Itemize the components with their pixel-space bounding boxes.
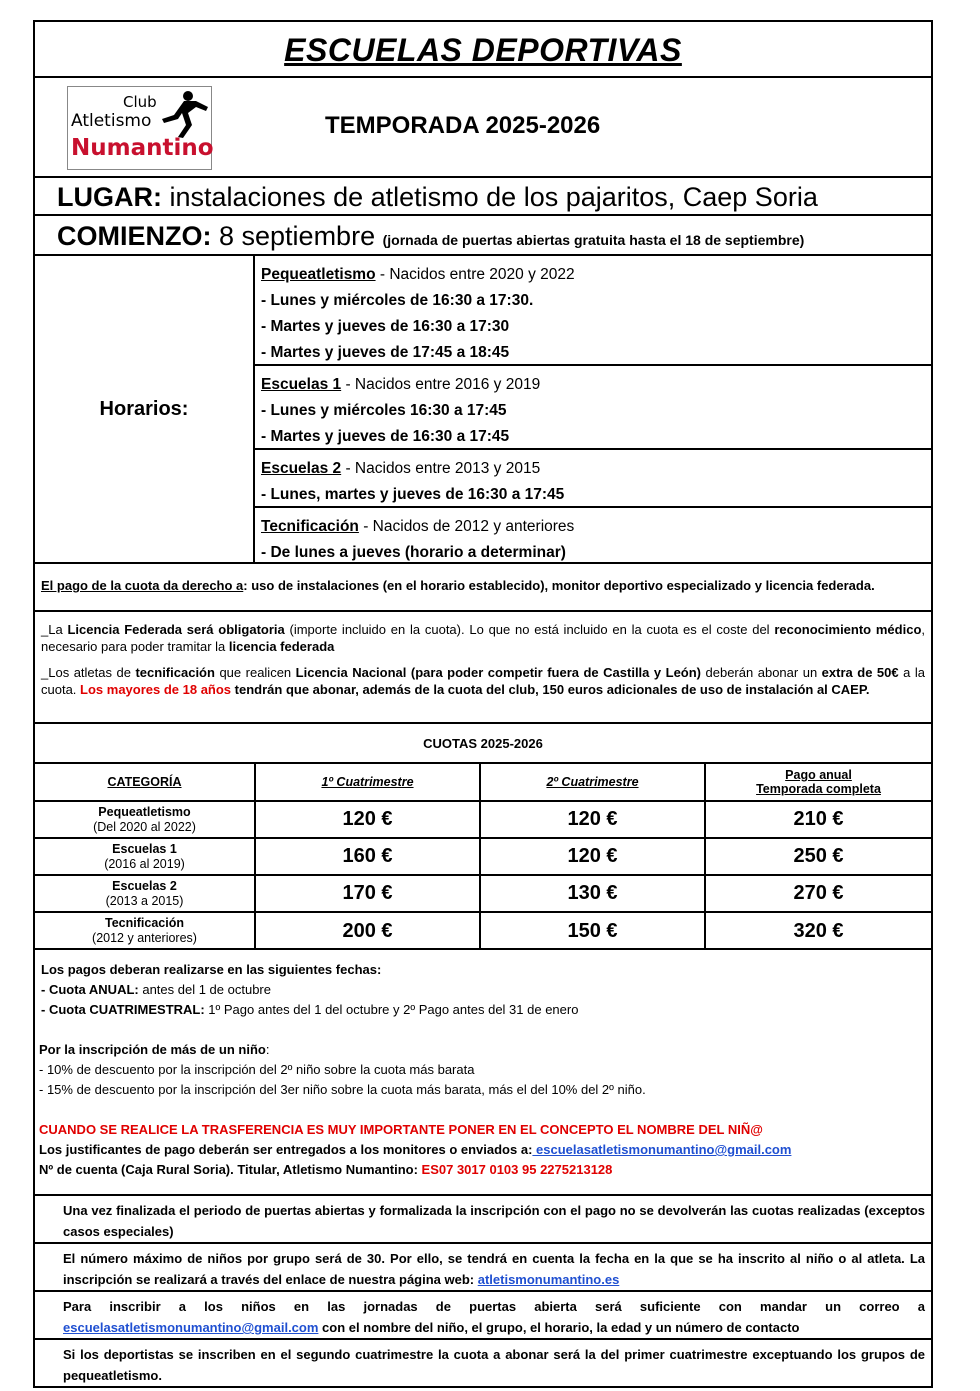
group-escuelas-1 — [255, 366, 933, 450]
lugar-label: LUGAR: — [57, 182, 162, 212]
text: con el nombre del niño, el grupo, el horario, la edad y un número de contacto — [318, 1320, 800, 1335]
text: Pago anual — [785, 768, 852, 782]
horarios-section — [35, 256, 931, 564]
logo-club-text: Club — [123, 93, 157, 111]
fecha-cuatrimestral — [39, 1000, 927, 1020]
lugar-row — [35, 178, 931, 216]
licencias-row — [35, 612, 931, 724]
text: tendrán que abonar, además de la cuota del club, 150 euros adicionales de uso de instalación al CAEP. — [231, 682, 870, 697]
group-tecnificacion — [255, 508, 933, 564]
cuenta-line — [39, 1160, 927, 1180]
descuento-line: - 10% de descuento por la inscripción del 2º niño sobre la cuota más barata — [39, 1062, 475, 1077]
payment-info — [35, 950, 931, 1196]
text: Licencia Federada será obligatoria — [67, 622, 285, 637]
page-title: ESCUELAS DEPORTIVAS — [284, 32, 682, 68]
tecnificacion-paragraph — [41, 664, 925, 698]
text: deberán abonar un — [701, 665, 822, 680]
text: reconocimiento médico — [774, 622, 922, 637]
text: , necesario para poder tramitar la — [41, 622, 926, 654]
season-title: TEMPORADA 2025-2026 — [325, 112, 601, 139]
text: Temporada completa — [756, 782, 881, 796]
schedule-line: - De lunes a jueves (horario a determinar) — [261, 544, 566, 561]
price-cell: 160 € — [255, 838, 480, 875]
group-name: Escuelas 2 — [261, 460, 342, 477]
text: tecnificación — [135, 665, 215, 680]
schedule-line: - Martes y jueves de 16:30 a 17:45 — [261, 428, 510, 445]
club-logo — [67, 86, 212, 170]
fechas-intro: Los pagos deberan realizarse en las siguientes fechas: — [41, 962, 382, 977]
price-cell: 250 € — [705, 838, 931, 875]
schedule-line: - Lunes, martes y jueves de 16:30 a 17:45 — [261, 486, 565, 503]
table-header-row — [35, 763, 931, 801]
title-row — [35, 22, 931, 78]
pago-text: : uso de instalaciones (en el horario establecido), monitor deportivo especializado y licencia federada. — [243, 578, 875, 593]
group-name: Pequeatletismo — [261, 266, 376, 283]
text: antes del 1 de octubre — [138, 982, 271, 997]
flyer — [33, 20, 933, 1388]
note-segundo-cuatrimestre: Si los deportistas se inscriben en el segundo cuatrimestre la cuota a abonar será la del primer cuatrimestre exceptuando los grupos de pequeatletismo. — [63, 1347, 925, 1383]
schedule-line: - Martes y jueves de 16:30 a 17:30 — [261, 318, 510, 335]
text: Nº de cuenta (Caja Rural Soria). Titular, Atletismo Numantino: — [39, 1162, 422, 1177]
text: 1º Pago antes del 1 del octubre y 2º Pago antes del 31 de enero — [204, 1002, 579, 1017]
text: Los justificantes de pago deberán ser entregados a los monitores o enviados a: — [39, 1142, 533, 1157]
text: a la cuota. — [41, 665, 925, 697]
pago-row — [35, 564, 931, 612]
comienzo-note: (jornada de puertas abiertas gratuita hasta el 18 de septiembre) — [382, 232, 805, 248]
category-cell — [35, 838, 255, 875]
price-cell: 170 € — [255, 875, 480, 912]
logo-numantino-text: Numantino — [71, 135, 214, 161]
schedule-line: - Lunes y miércoles de 16:30 a 17:30. — [261, 292, 534, 309]
text: Pequeatletismo — [98, 804, 191, 819]
lugar-value: instalaciones de atletismo de los pajaritos, Caep Soria — [161, 182, 818, 212]
group-name: Escuelas 1 — [261, 376, 342, 393]
text: El número máximo de niños por grupo será de 30. Por ello, se tendrá en cuenta la fecha en la que se ha inscrito al niño o al atleta. La inscripción se realizará a través del enlace de nuestra página web: — [63, 1251, 925, 1287]
text: extra de 50€ — [821, 665, 899, 680]
group-escuelas-2 — [255, 450, 933, 508]
group-born: - Nacidos de 2012 y anteriores — [358, 518, 575, 535]
price-cell: 120 € — [255, 801, 480, 838]
licencia-paragraph — [41, 621, 925, 655]
season-row — [35, 78, 931, 178]
cuotas-section — [35, 724, 931, 950]
comienzo-label: COMIENZO: — [57, 221, 212, 251]
note-devoluciones: Una vez finalizada el periodo de puertas abiertas y formalizada la inscripción con el pago no se devolverán las cuotas realizadas (exceptos casos especiales) — [35, 1196, 931, 1244]
text: - Cuota ANUAL: — [41, 982, 139, 997]
text: que realicen — [214, 665, 296, 680]
text: Por la inscripción de más de un niño — [39, 1042, 266, 1057]
text: licencia federada — [228, 639, 335, 654]
note-maximo — [35, 1244, 931, 1292]
email-link[interactable]: escuelasatletismonumantino@gmail.com — [532, 1142, 792, 1157]
web-link[interactable]: atletismonumantino.es — [477, 1272, 620, 1287]
price-cell: 320 € — [705, 912, 931, 949]
category-cell — [35, 875, 255, 912]
fees-table — [35, 762, 931, 949]
category-cell — [35, 912, 255, 949]
cuotas-title: CUOTAS 2025-2026 — [423, 736, 543, 751]
text: (2016 al 2019) — [104, 856, 185, 871]
descuento-line: - 15% de descuento por la inscripción del 3er niño sobre la cuota más barata, más el del 10% del 2º niño. — [39, 1082, 646, 1097]
price-cell: 270 € — [705, 875, 931, 912]
group-name: Tecnificación — [261, 518, 359, 535]
text: Escuelas 2 — [112, 878, 177, 893]
text: (importe incluido en la cuota). Lo que no está incluido en la cuota es el coste del — [284, 622, 775, 637]
price-cell: 120 € — [480, 838, 705, 875]
text: Para inscribir a los niños en las jornadas de puertas abierta será suficiente con mandar un correo a — [63, 1299, 925, 1314]
text: Licencia Nacional (para poder competir fuera de Castilla y León) — [295, 665, 702, 680]
text: - Cuota CUATRIMESTRAL: — [41, 1002, 205, 1017]
horarios-label: Horarios: — [35, 256, 255, 562]
schedule-line: - Lunes y miércoles 16:30 a 17:45 — [261, 402, 507, 419]
price-cell: 150 € — [480, 912, 705, 949]
group-born: - Nacidos entre 2013 y 2015 — [341, 460, 541, 477]
text: _Los atletas de — [41, 665, 136, 680]
comienzo-row — [35, 216, 931, 256]
table-row — [35, 801, 931, 838]
schedule-line: - Martes y jueves de 17:45 a 18:45 — [261, 344, 510, 361]
note-puertas-abiertas — [35, 1292, 931, 1340]
group-born: - Nacidos entre 2020 y 2022 — [375, 266, 575, 283]
table-row — [35, 912, 931, 949]
descuentos-intro: Por la inscripción de más de un niño: — [39, 1042, 270, 1057]
text: (2012 y anteriores) — [92, 931, 197, 945]
logo-atletismo-text: Atletismo — [71, 111, 152, 131]
header-cuatrimestre-2: 2º Cuatrimestre — [480, 763, 705, 801]
text: (Del 2020 al 2022) — [93, 819, 196, 834]
iban: ES07 3017 0103 95 2275213128 — [421, 1162, 613, 1177]
price-cell: 130 € — [480, 875, 705, 912]
text: Los mayores de 18 años — [80, 682, 232, 697]
justificantes-line — [39, 1140, 927, 1160]
table-row — [35, 838, 931, 875]
comienzo-value: 8 septiembre — [211, 221, 383, 251]
category-cell — [35, 801, 255, 838]
group-pequeatletismo — [255, 256, 933, 366]
group-born: - Nacidos entre 2016 y 2019 — [341, 376, 541, 393]
text: Tecnificación — [105, 916, 184, 930]
table-row — [35, 875, 931, 912]
pago-label: El pago de la cuota da derecho a — [41, 578, 244, 593]
header-categoria: CATEGORÍA — [35, 763, 255, 801]
price-cell: 200 € — [255, 912, 480, 949]
text: _La — [41, 622, 68, 637]
text: (2013 a 2015) — [105, 893, 184, 908]
runner-icon — [148, 89, 210, 139]
header-cuatrimestre-1: 1º Cuatrimestre — [255, 763, 480, 801]
price-cell: 210 € — [705, 801, 931, 838]
email-link[interactable]: escuelasatletismonumantino@gmail.com — [63, 1320, 319, 1335]
price-cell: 120 € — [480, 801, 705, 838]
text: Escuelas 1 — [112, 841, 177, 856]
fecha-anual — [39, 980, 927, 1000]
header-pago-anual — [705, 763, 931, 801]
transferencia-warning: CUANDO SE REALICE LA TRASFERENCIA ES MUY IMPORTANTE PONER EN EL CONCEPTO EL NOMBRE DEL NIÑ@ — [39, 1122, 763, 1137]
